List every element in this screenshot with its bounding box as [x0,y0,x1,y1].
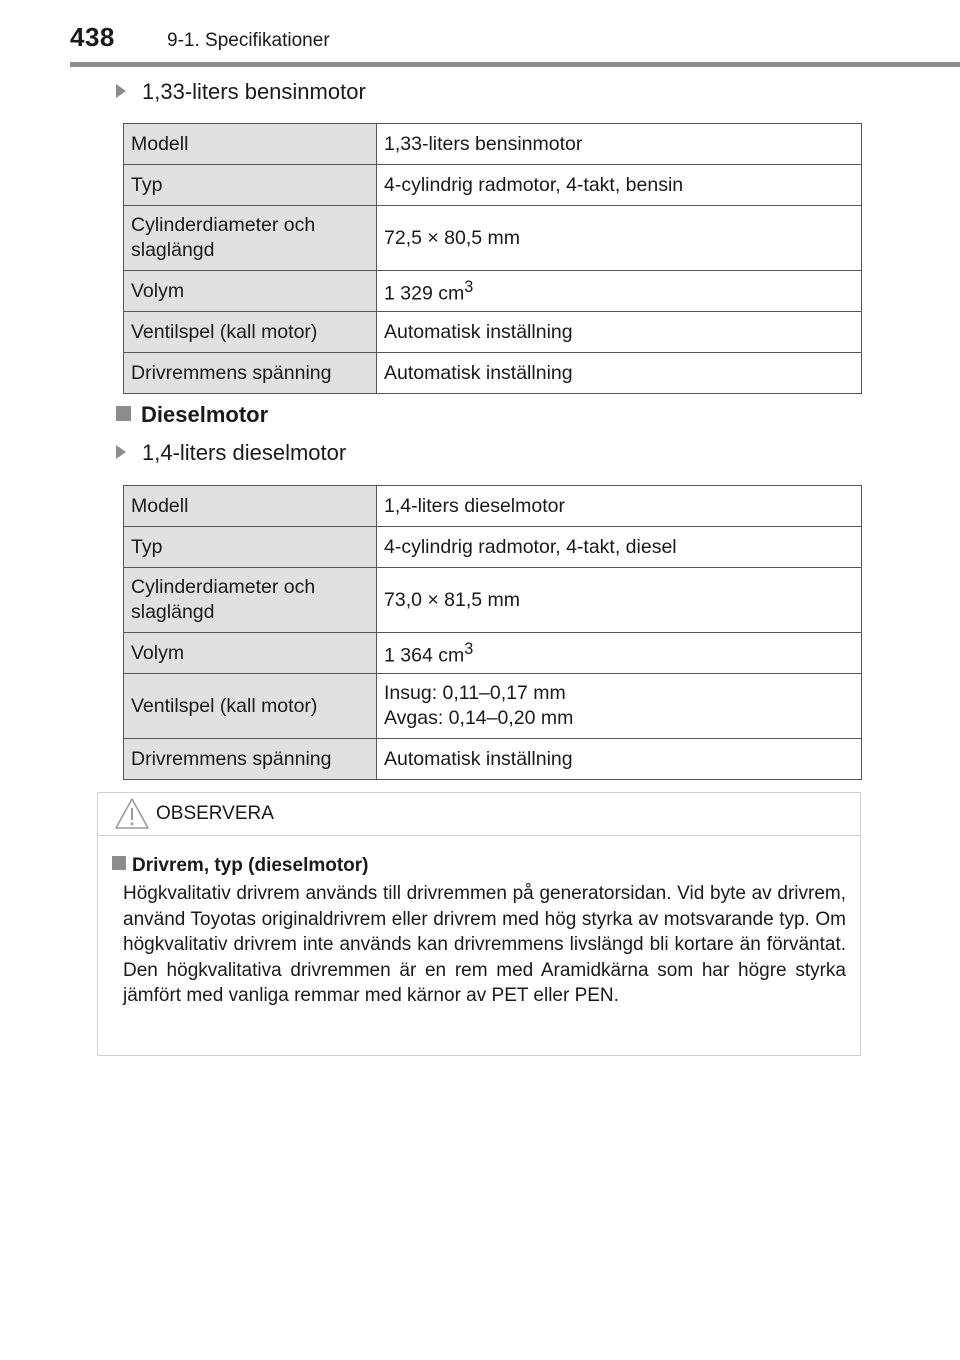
volume-value: 1 364 cm [384,644,465,667]
diesel-subheading [116,440,346,466]
page-number: 438 [70,22,115,52]
spec-value: Automatisk inställning [377,312,862,353]
spec-value [377,271,862,312]
notice-heading [112,855,369,877]
volume-value: 1 329 cm [384,282,465,305]
table-row [124,206,862,271]
table-row [124,486,862,527]
triangle-bullet-icon [116,445,126,459]
exhaust-clearance: Avgas: 0,14–0,20 mm [384,707,574,729]
spec-value [377,633,862,674]
section-title: 9-1. Specifikationer [167,30,330,51]
diesel-spec-table [123,485,862,780]
spec-key: Typ [124,527,377,568]
square-bullet-icon [116,406,131,421]
spec-value: 4-cylindrig radmotor, 4-takt, bensin [377,165,862,206]
notice-body: Högkvalitativ drivrem används till drivremmen på generatorsidan. Vid byte av drivrem, använd Toyotas originaldrivrem eller drivrem med hög styrka av motsvarande typ. Om högkvalitativ drivrem inte används kan drivremmens livslängd bli kortare än förväntat. Den högkvalitativa drivremmen är en rem med Aramidkärna som har högre styrka jämfört med vanliga remmar med kärnor av PET eller PEN. [123,883,846,1007]
table-row [124,527,862,568]
spec-value: 72,5 × 80,5 mm [377,206,862,271]
page-header [0,0,960,66]
spec-value: Automatisk inställning [377,739,862,780]
spec-value: 1,33-liters bensinmotor [377,124,862,165]
diesel-heading [116,402,268,428]
spec-value [377,674,862,739]
diesel-heading-text: Dieselmotor [141,402,269,427]
spec-key: Typ [124,165,377,206]
petrol-subheading-text: 1,33-liters bensinmotor [142,79,366,104]
spec-key: Drivremmens spänning [124,353,377,394]
spec-key: Cylinderdiameter och slaglängd [124,206,377,271]
table-row [124,165,862,206]
table-row [124,353,862,394]
volume-unit-exponent: 3 [464,640,474,659]
spec-value: 1,4-liters dieselmotor [377,486,862,527]
table-row [124,568,862,633]
intake-clearance: Insug: 0,11–0,17 mm [384,682,566,704]
spec-key: Modell [124,124,377,165]
spec-key: Drivremmens spänning [124,739,377,780]
petrol-subheading [116,79,366,105]
spec-value: 73,0 × 81,5 mm [377,568,862,633]
spec-key: Volym [124,633,377,674]
table-row [124,739,862,780]
triangle-bullet-icon [116,84,126,98]
table-row [124,271,862,312]
warning-triangle-icon [114,797,150,831]
square-bullet-icon [112,856,126,870]
spec-key: Ventilspel (kall motor) [124,312,377,353]
volume-unit-exponent: 3 [464,278,474,297]
notice-header [98,793,860,836]
header-rule [70,62,960,67]
table-row [124,674,862,739]
table-row [124,633,862,674]
spec-key: Volym [124,271,377,312]
spec-key: Ventilspel (kall motor) [124,674,377,739]
notice-heading-text: Drivrem, typ (dieselmotor) [132,855,369,876]
notice-box [97,792,861,1056]
spec-key: Cylinderdiameter och slaglängd [124,568,377,633]
petrol-spec-table [123,123,862,394]
diesel-subheading-text: 1,4-liters dieselmotor [142,440,347,465]
table-row [124,124,862,165]
spec-value: Automatisk inställning [377,353,862,394]
spec-value: 4-cylindrig radmotor, 4-takt, diesel [377,527,862,568]
notice-title: OBSERVERA [156,803,274,824]
table-row [124,312,862,353]
spec-key: Modell [124,486,377,527]
